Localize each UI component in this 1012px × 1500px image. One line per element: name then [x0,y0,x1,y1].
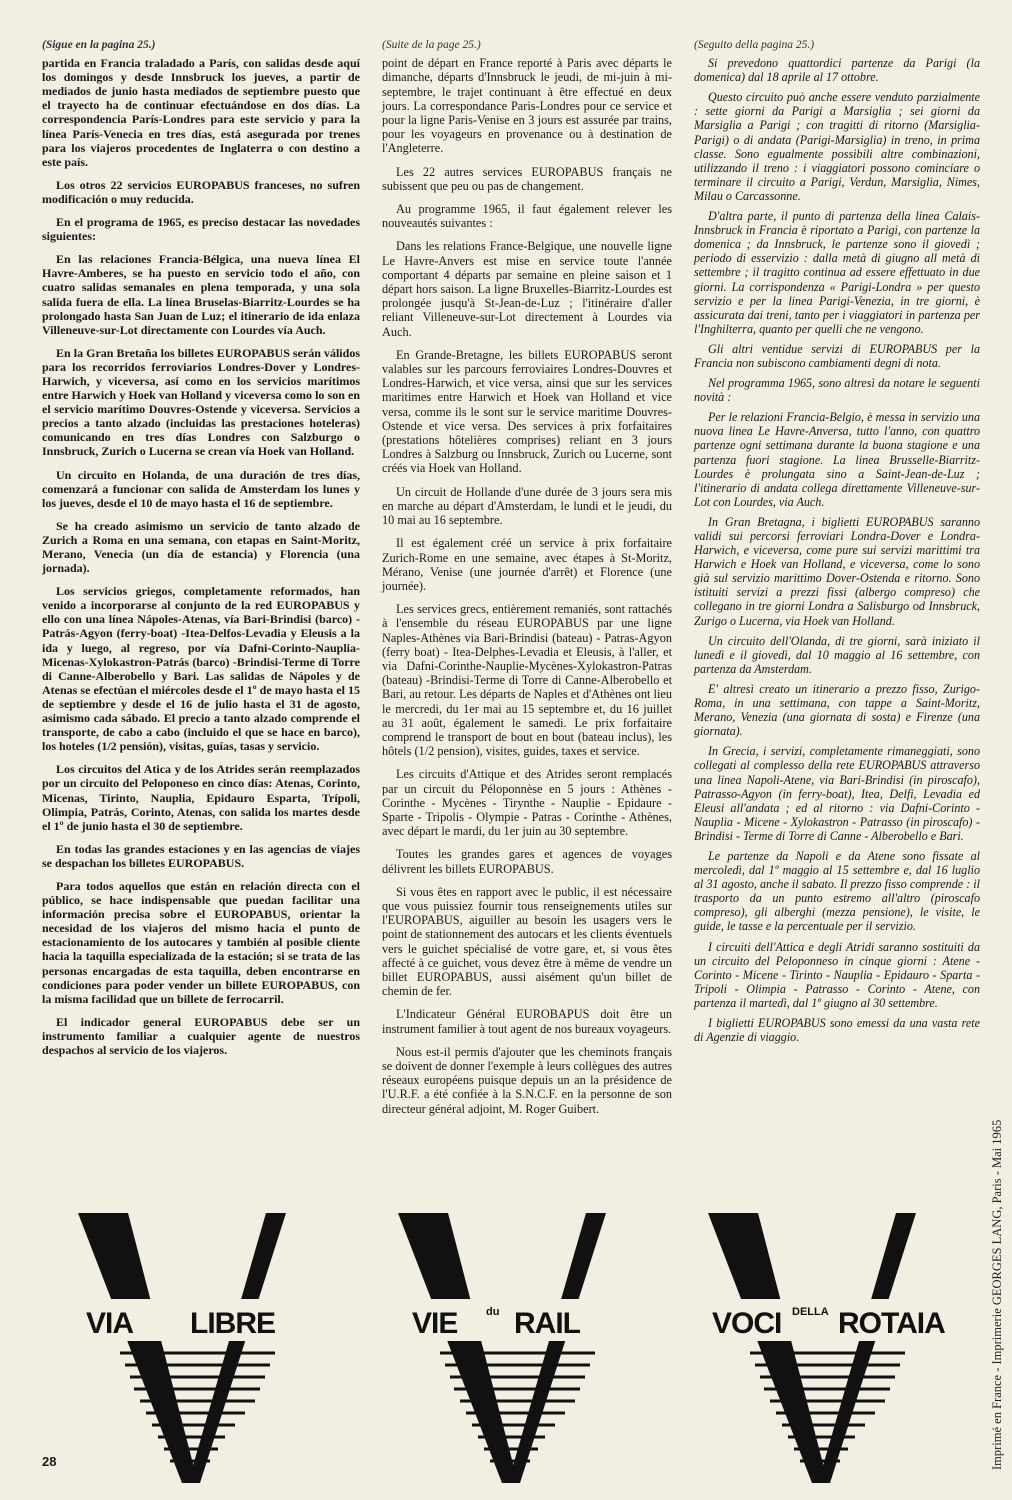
french-paragraph: Les circuits d'Attique et des Atrides seront remplacés par un circuit du Péloponnèse en 5 jours : Athènes - Corinthe - Mycènes - Tirynthe - Nauplie - Epidaure - Sparte - Tripolis - Olympie - Patras - Corinthe - Athènes, avec départ le mardi, du 1er juin au 30 septembre. [382,767,672,839]
v-rail-emblem-icon [70,1203,310,1493]
french-paragraph: Si vous êtes en rapport avec le public, il est nécessaire que vous puissiez fournir tous renseignements utiles sur l'EUROPABUS, aiguiller au besoin les usagers vers le point de stationnement des autocars et les clients éventuels vers le guichet spécialisé de votre gare, et, si vous êtes affecté à ce guichet, vous devez être à même de vendre un billet EUROPABUS, aussi aisément qu'un billet de chemin de fer. [382,884,672,999]
french-paragraph: L'Indicateur Général EUROBAPUS doit être un instrument familier à tout agent de nos bureaux voyageurs. [382,1007,672,1036]
via-libre-logo [70,1203,310,1493]
italian-paragraph: E' altresì creato un itinerario a prezzo fisso, Zurigo-Roma, in una settimana, con tappe a Saint-Moritz, Merano, Venezia (una giornata di sosta) e Firenze (una giornata). [694,681,980,739]
italian-paragraph: Nel programma 1965, sono altresì da notare le seguenti novità : [694,376,980,405]
spanish-paragraph: Se ha creado asimismo un servicio de tanto alzado de Zurich a Roma en una semana, con etapas en Saint-Moritz, Merano, Venecia (un día de estancia) y Florencia (una jornada). [42,518,360,576]
logo-right-word: LIBRE [190,1307,275,1340]
spanish-paragraph: Los otros 22 servicios EUROPABUS franceses, no sufren modificación o muy reducida. [42,177,360,206]
italian-paragraph: I circuiti dell'Attica e degli Atridi saranno sostituiti da un circuito del Peloponneso in cinque giorni : Atene - Corinto - Micene - Tirinto - Nauplia - Epidauro - Sparta - Tripoli - Olimpia - Patrasso - Corinto - Atene, con partenza il martedì, dal 1º giugno al 30 settembre. [694,939,980,1010]
italian-paragraph: D'altra parte, il punto di partenza della linea Calais-Innsbruck in Francia è riportato a Parigi, con partenze la domenica ; da Innsbruck, le partenze sono il giovedì ; periodo di esservizio : dalla metà di giugno all metà di settembre ; il tragitto continua ad essere effettuato in due giorni. La corrispondenza « Parigi-Londra » per questo servizio e per la linea Parigi-Venezia, in tre giorni, è assicurata dai treni, tanto per i viaggiatori in partenza per l'Inghilterra, quanto per quelli che ne vengono. [694,209,980,336]
logo-left-word: VIE [412,1307,458,1340]
printer-imprint: Imprimé en France - Imprimerie GEORGES LANG, Paris - Mai 1965 [990,1119,1004,1470]
french-paragraph: point de départ en France reporté à Paris avec départs le dimanche, départs d'Innsbruck le jeudi, de mi-juin à mi-septembre, le trajet continuant à être effectué en deux jours. La correspondance Paris-Londres pour ce service et pour la ligne Paris-Venise en 3 jours est assurée par trains, pour les voyageurs en provenance ou à destination de l'Angleterre. [382,56,672,156]
italian-column [694,38,980,1050]
italian-paragraph: In Grecia, i servizi, completamente rimaneggiati, sono collegati al complesso della rete EUROPABUS attraverso una linea Napoli-Atene, via Bari-Brindisi (in piroscafo), Patrasso-Agyon (in ferry-boat), Itea, Delfi, Levadia ed Eleusi all'andata ; ed al ritorno : via Dafni-Corinto - Nauplia - Micene - Xylokastron - Patrasso (in piroscafo) - Brindisi - Terme di Torre di Canne - Alberobello e Bari. [694,744,980,843]
spanish-continued-note: (Sigue en la pagina 25.) [42,39,156,51]
logo-left-word: VIA [86,1307,134,1340]
italian-paragraph: Le partenze da Napoli e da Atene sono fissate al mercoledì, dal 1º maggio al 15 settembre e, dal 16 luglio al 31 agosto, anche il sabato. Il prezzo fisso comprende : il trasporto da un punto estremo all'altro (piroscafo compreso), gli alberghi (mezza pensione), le visite, le guide, le tasse e la percentuale per il servizio. [694,848,980,934]
french-paragraph: Les 22 autres services EUROPABUS français ne subissent que peu ou pas de changement. [382,164,672,193]
italian-paragraph: Gli altri ventidue servizi di EUROPABUS per la Francia non subiscono cambiamenti degni di nota. [694,341,980,370]
italian-continued-note: (Seguito della pagina 25.) [694,39,815,51]
logo-middle-word: DELLA [792,1306,829,1318]
spanish-paragraph: Para todos aquellos que están en relación directa con el público, se hace indispensable que puedan facilitar una información precisa sobre el EUROPABUS, orientar la necesidad de los viajeros del mismo hacia el punto de estacionamiento de los autocares y también al posible cliente hacia la taquilla especializada de la estación; si se trata de las personas encargadas de esta taquilla, deben encontrarse en condiciones para poder vender un billete EUROPABUS, con la misma facilidad que un billete de ferrocarril. [42,878,360,1006]
italian-paragraph: Per le relazioni Francia-Belgio, è messa in servizio una nuova linea Le Havre-Anversa, tutto l'anno, con quattro partenze ogni settimana durante la buona stagione e una partenza fuori stagione. La linea Brusselle-Biarritz-Lourdes è prolungata sino a Saint-Jean-de-Luz ; l'itinerario di andata collega direttamente Villeneuve-sur-Lot con Lourdes, via Auch. [694,410,980,509]
logo-left-word: VOCI [712,1307,782,1340]
italian-paragraph: Si prevedono quattordici partenze da Parigi (la domenica) dal 18 aprile al 17 ottobre. [694,56,980,85]
spanish-paragraph: En todas las grandes estaciones y en las agencias de viajes se despachan los billetes EUROPABUS. [42,841,360,870]
italian-paragraph: In Gran Bretagna, i biglietti EUROPABUS saranno validi sui percorsi ferroviari Londra-Dover e Londra-Harwich, e viceversa, come pure sui servizi marittimi tra Harwich e Hoek van Holland, e viceversa, come lo sono già sul servizio marittimo Dover-Ostenda e ritorno. Sono istituiti servizi a prezzi fissi (albergo compreso) che collegano in tre giorni Londra a Salisburgo od Innsbruck, Zurigo o Lucerna, via Hoek van Holland. [694,514,980,628]
voci-della-rotaia-logo [700,1203,965,1493]
spanish-paragraph: El indicador general EUROPABUS debe ser un instrumento familiar a cualquier agente de nuestros despachos al servicio de los viajeros. [42,1014,360,1057]
spanish-column [42,38,360,1066]
spanish-paragraph: En la Gran Bretaña los billetes EUROPABUS serán válidos para los recorridos ferroviarios Londres-Dover y Londres-Harwich, y viceversa, así como en los servicios marítimos entre Harwich y Hoek van Holland y viceversa como lo son en el servicio marítimo Douvres-Ostende y viceversa. Servicios a precios a tanto alzado (incluidas las prestaciones hoteleras) comunicando en tres días Londres con Salzburgo o Innsbruck, Zurich o Lucerna se crean vía Hoek van Holland. [42,345,360,459]
page-number: 28 [42,1454,57,1469]
v-rail-emblem-icon [390,1203,630,1493]
spanish-paragraph: Los servicios griegos, completamente reformados, han venido a incorporarse al conjunto de la red EUROPABUS y ello con una línea Nápoles-Atenas, vía Bari-Brindisi (barco) -Patrás-Agyon (ferry-boat) -Itea-Delfos-Levadia y Eleusis a la ida y luego, al regreso, por vía Dafni-Corinto-Nauplia-Micenas-Xylokastron-Patrás (barco) -Brindisi-Terme di Torre di Canne-Alberobello y Bari. Las salidas de Nápoles y de Atenas se efectúan el miércoles desde el 1º de mayo hasta el 15 de septiembre y desde el 16 de julio hasta el 31 de agosto, asimismo cada sábado. El precio a tanto alzado comprende el transporte, de cabo a cabo (incluido el que se hace en barco), los hoteles (1/2 pensión), visitas, guías, tasas y servicio. [42,584,360,754]
italian-paragraph: I biglietti EUROPABUS sono emessi da una vasta rete di Agenzie di viaggio. [694,1016,980,1045]
french-paragraph: Au programme 1965, il faut également relever les nouveautés suivantes : [382,202,672,231]
italian-paragraph: Un circuito dell'Olanda, di tre giorni, sarà iniziato il lunedì e il giovedì, dal 10 maggio al 16 settembre, con partenza da Amsterdam. [694,633,980,676]
french-paragraph: Nous est-il permis d'ajouter que les cheminots français se doivent de donner l'exemple à leurs collègues des autres réseaux européens puisque depuis un an la présidence de l'U.R.F. a été confiée à la S.N.C.F. en la personne de son directeur général adjoint, M. Roger Guibert. [382,1044,672,1116]
spanish-paragraph: En las relaciones Francia-Bélgica, una nueva línea El Havre-Amberes, se ha puesto en servicio todo el año, con cuatro salidas semanales en plena temporada, y una sola salida fuera de ella. La línea Bruselas-Biarritz-Lourdes se ha prolongado hasta San Juan de Luz; el itinerario de ida enlaza Villeneuve-sur-Lot directamente con Lourdes vía Auch. [42,252,360,337]
spanish-paragraph: Los circuitos del Atica y de los Atrides serán reemplazados por un circuito del Peloponeso en cinco días: Atenas, Corinto, Micenas, Tirinto, Nauplia, Epidauro Esparta, Trípoli, Olimpia, Patrás, Corinto, Atenas, con salida los martes desde el 1º de junio hasta el 30 de septiembre. [42,762,360,833]
french-paragraph: Il est également créé un service à prix forfaitaire Zurich-Rome en une semaine, avec étapes à St-Moritz, Mérano, Venise (une journée d'arrêt) et Florence (une journée). [382,536,672,593]
vie-du-rail-logo [390,1203,630,1493]
french-paragraph: Dans les relations France-Belgique, une nouvelle ligne Le Havre-Anvers est mise en service toute l'année comportant 4 départs par semaine en pleine saison et 1 départ hors saison. La ligne Bruxelles-Biarritz-Lourdes est prolongée jusqu'à St-Jean-de-Luz ; l'itinéraire d'aller reliant Villeneuve-sur-Lot directement à Lourdes via Auch. [382,239,672,339]
french-column [382,38,672,1125]
logo-right-word: ROTAIA [838,1307,945,1340]
logo-right-word: RAIL [514,1307,580,1340]
french-paragraph: En Grande-Bretagne, les billets EUROPABUS seront valables sur les parcours ferroviaires Londres-Douvres et Londres-Harwich, et vice versa, ainsi que sur les services maritimes entre Harwich et Hoek van Holland et vice versa, comme ils le sont sur le service maritime Douvres-Ostende et vice versa. Des services à prix forfaitaires (prestations hôtelières comprises) reliant en 3 jours Londres à Salzburg ou Innsbruck, Zurich ou Lucerne, sont créés via Hoek van Holland. [382,347,672,476]
french-paragraph: Toutes les grandes gares et agences de voyages délivrent les billets EUROPABUS. [382,847,672,876]
logo-middle-word: du [486,1306,500,1318]
french-continued-note: (Suite de la page 25.) [382,39,481,51]
v-rail-emblem-icon [700,1203,965,1493]
italian-paragraph: Questo circuito può anche essere venduto parzialmente : sette giorni da Parigi a Marsiglia ; sei giorni da Marsiglia a Parigi ; con tragitti di ritorno (Marsiglia-Parigi) o di andata (Parigi-Marsiglia) in treno, in prima classe. Sono egualmente possibili altre combinazioni, utilizzando il treno : i viaggiatori possono cominciare o terminare il circuito a Parigi, Verdun, Marsiglia, Nimes, Milau o Carcassonne. [694,90,980,203]
french-paragraph: Un circuit de Hollande d'une durée de 3 jours sera mis en marche au départ d'Amsterdam, le lundi et le jeudi, du 10 mai au 16 septembre. [382,484,672,528]
spanish-paragraph: Un circuito en Holanda, de una duración de tres días, comenzará a funcionar con salida de Amsterdam los lunes y los jueves, desde el 10 de mayo hasta el 16 de septiembre. [42,467,360,510]
spanish-paragraph: partida en Francia traladado a París, con salidas desde aquí los domingos y desde Innsbruck los jueves, a partir de mediados de junio hasta mediados de septiembre puesto que el trayecto ha de continuar efectuándose en dos días. La correspondencia París-Londres para este servicio y para la línea París-Venecia en tres días, está asegurada por trenes para los viajeros procedentes de Inglaterra o con destino a este país. [42,56,360,169]
french-paragraph: Les services grecs, entièrement remaniés, sont rattachés à l'ensemble du réseau EUROPABUS par une ligne Naples-Athènes via Bari-Brindisi (bateau) - Patras-Agyon (ferry boat) - Itea-Delphes-Levadia et Eleusis, à l'aller, et via Dafni-Corinthe-Nauplie-Mycènes-Xylokastron-Patras (bateau) -Brindisi-Terme di Torre di Canne-Alberobello et Bari, au retour. Les départs de Naples et d'Athènes ont lieu le mercredi, du 1er mai au 15 septembre et, du 16 juillet au 31 août, également le samedi. Le prix forfaitaire comprend le transport de bout en bout (bateau inclus), les hôtels (1/2 pension), visites, guides, taxes et service. [382,602,672,759]
spanish-paragraph: En el programa de 1965, es preciso destacar las novedades siguientes: [42,215,360,244]
